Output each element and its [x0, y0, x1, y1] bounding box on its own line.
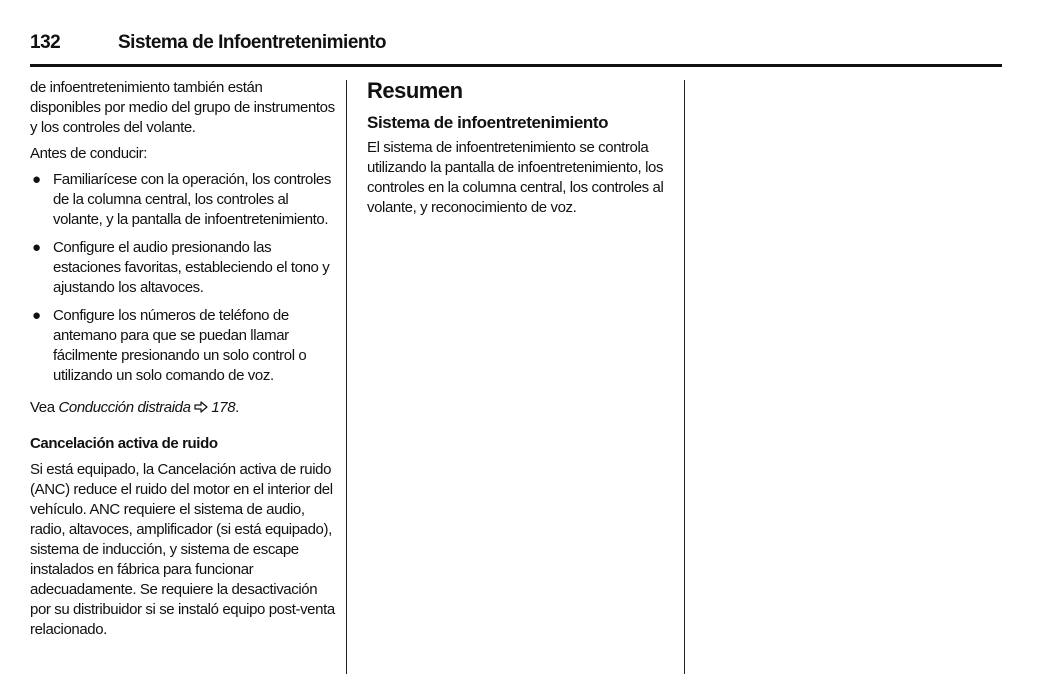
list-item-text: Configure el audio presionando las estaciones favoritas, estableciendo el tono y ajustando los altavoces.: [53, 239, 330, 296]
bullet-icon: ●: [32, 239, 41, 256]
cross-reference: [30, 398, 335, 418]
section-title: Sistema de Infoentretenimiento: [118, 32, 386, 53]
bullet-icon: ●: [32, 171, 41, 188]
tips-list: [30, 170, 335, 386]
cross-reference-title: Conducción distraida: [58, 399, 191, 416]
list-item-text: Familiarícese con la operación, los controles de la columna central, los controles al volante, y la pantalla de infoentretenimiento.: [53, 171, 331, 228]
list-item: [30, 238, 335, 298]
page-header: [30, 28, 1002, 67]
left-column: [30, 78, 335, 640]
column-divider-left: [346, 80, 347, 674]
page-reference-arrow-icon: [194, 401, 208, 413]
see-suffix: .: [235, 399, 239, 416]
cross-reference-link[interactable]: [58, 399, 235, 416]
anc-heading: Cancelación activa de ruido: [30, 435, 218, 452]
column-divider-right: [684, 80, 685, 674]
page-number: 132: [30, 32, 61, 53]
summary-heading: Resumen: [367, 78, 463, 103]
infotainment-paragraph: El sistema de infoentretenimiento se controla utilizando la pantalla de infoentretenimiento, los controles en la columna central, los controles al volante, y reconocimiento de voz.: [367, 139, 664, 216]
cross-reference-page: 178: [211, 399, 236, 416]
list-item: [30, 306, 335, 386]
before-driving-label: Antes de conducir:: [30, 145, 148, 162]
bullet-icon: ●: [32, 307, 41, 324]
middle-column: [367, 78, 672, 218]
list-item: [30, 170, 335, 230]
intro-paragraph: de infoentretenimiento también están disponibles por medio del grupo de instrumentos y los controles del volante.: [30, 79, 335, 136]
anc-paragraph: Si está equipado, la Cancelación activa de ruido (ANC) reduce el ruido del motor en el interior del vehículo. ANC requiere el sistema de audio, radio, altavoces, amplificador (si está equipado), sistema de inducción, y sistema de escape instalados en fábrica para funcionar adecuadamente. Se requiere la desactivación por su distribuidor si se instaló equipo post-venta relacionado.: [30, 461, 335, 638]
see-prefix: Vea: [30, 399, 55, 416]
infotainment-subheading: Sistema de infoentretenimiento: [367, 113, 609, 132]
list-item-text: Configure los números de teléfono de antemano para que se puedan llamar fácilmente presionando un solo control o utilizando un solo comando de voz.: [53, 307, 307, 384]
